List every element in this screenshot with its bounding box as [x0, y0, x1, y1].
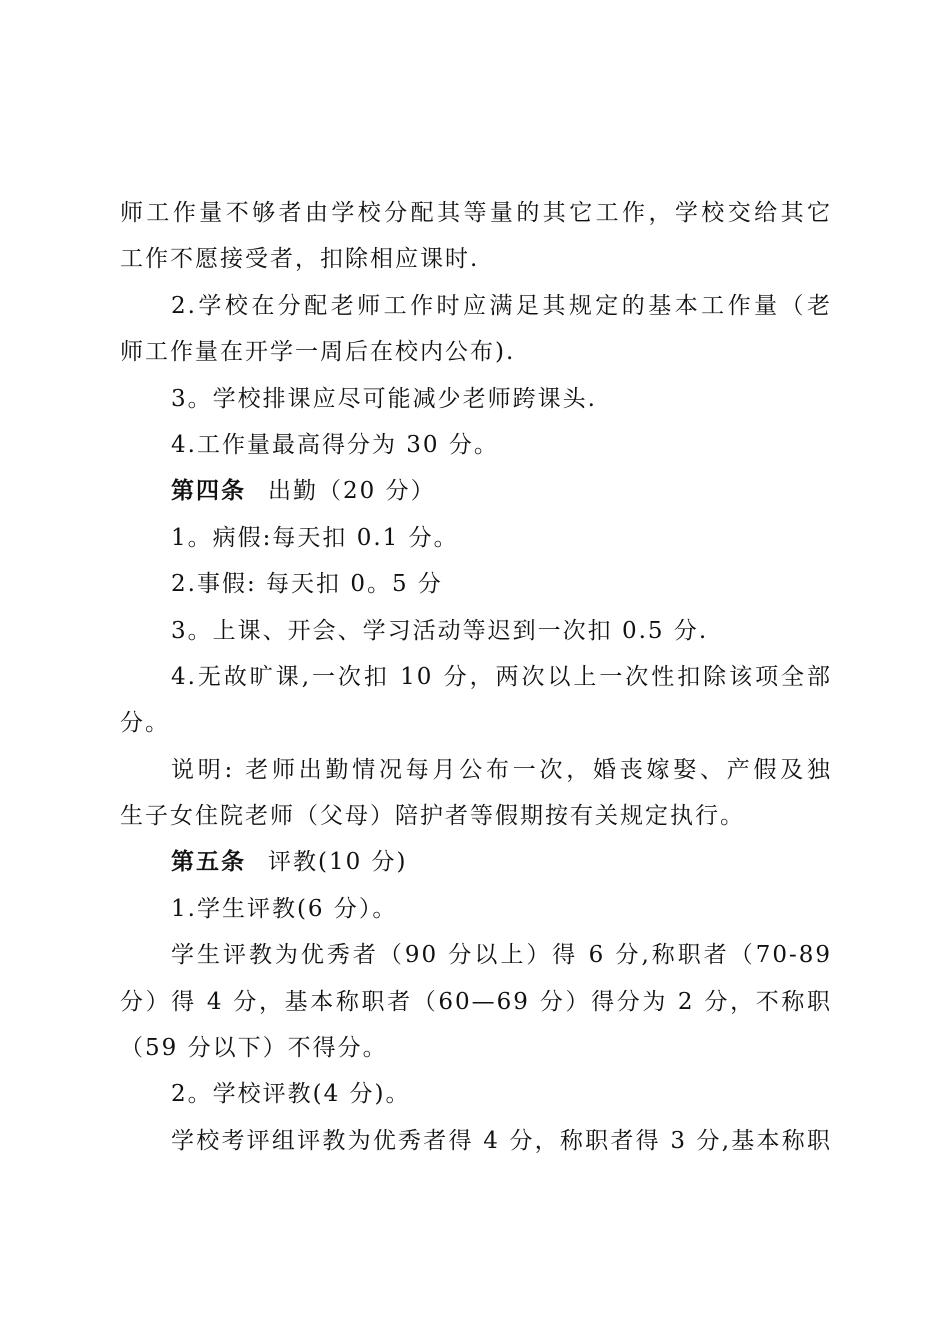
article-5-heading — [120, 839, 832, 885]
paragraph-line: 学生评教为优秀者（90 分以上）得 6 分,称职者（70-89 — [171, 942, 832, 969]
paragraph-line: 3。上课、开会、学习活动等迟到一次扣 0.5 分. — [171, 617, 709, 644]
paragraph-line: 1.学生评教(6 分）。 — [171, 895, 398, 922]
paragraph-line: 2.学校在分配老师工作时应满足其规定的基本工作量（老 — [171, 292, 832, 319]
paragraph-line: 学校考评组评教为优秀者得 4 分，称职者得 3 分,基本称职 — [171, 1127, 832, 1154]
article-5-number: 第五条 — [171, 848, 246, 876]
document-body — [120, 190, 832, 1164]
article-4-title: 出勤（20 分） — [268, 478, 436, 505]
paragraph-line: 1。病假:每天扣 0.1 分。 — [171, 524, 459, 551]
paragraph-line: 生子女住院老师（父母）陪护者等假期按有关规定执行。 — [120, 803, 745, 830]
paragraph-line: 分。 — [120, 710, 170, 737]
paragraph-line: 工作不愿接受者，扣除相应课时. — [120, 246, 480, 273]
paragraph-line: 2.事假: 每天扣 0。5 分 — [171, 571, 443, 598]
paragraph-line: 分）得 4 分，基本称职者（60—69 分）得分为 2 分，不称职 — [120, 988, 832, 1015]
paragraph-line: 4.无故旷课,一次扣 10 分，两次以上一次性扣除该项全部 — [171, 663, 832, 690]
article-4-heading — [120, 468, 832, 514]
article-5-title: 评教(10 分) — [268, 849, 408, 876]
paragraph-line: （59 分以下）不得分。 — [120, 1035, 388, 1062]
paragraph-line: 说明: 老师出勤情况每月公布一次，婚丧嫁娶、产假及独 — [171, 756, 832, 783]
paragraph-line: 4.工作量最高得分为 30 分。 — [171, 431, 499, 458]
paragraph-line: 师工作量不够者由学校分配其等量的其它工作，学校交给其它 — [120, 200, 832, 226]
paragraph-line: 3。学校排课应尽可能减少老师跨课头. — [171, 385, 597, 412]
paragraph-line: 2。学校评教(4 分)。 — [171, 1081, 411, 1108]
paragraph-line: 师工作量在开学一周后在校内公布). — [120, 339, 516, 366]
article-4-number: 第四条 — [171, 477, 246, 505]
